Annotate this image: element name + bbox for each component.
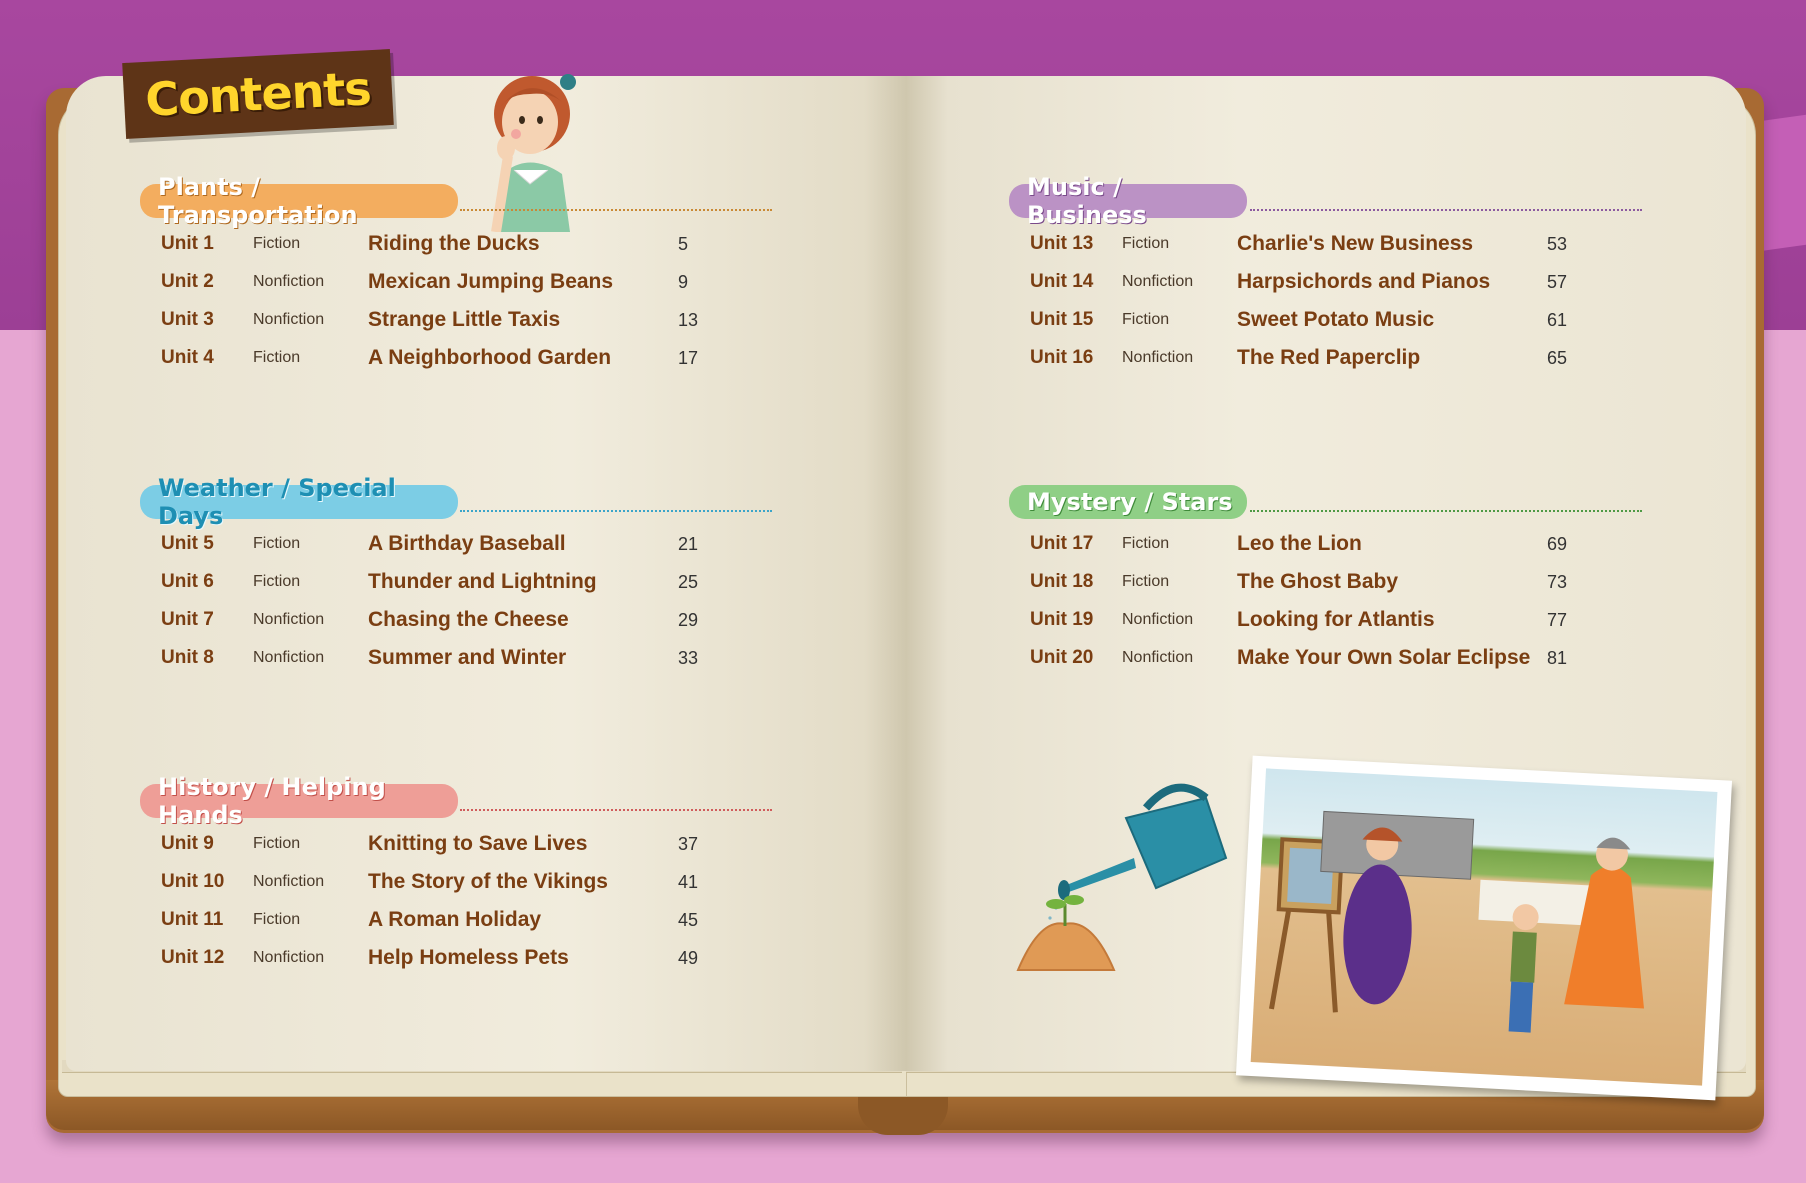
page-number: 41 (678, 871, 699, 892)
section-label: History / Helping Hands (158, 773, 386, 829)
list-item[interactable] (161, 564, 761, 600)
section-label: Mystery / Stars (1027, 488, 1233, 516)
list-item[interactable] (1030, 302, 1630, 338)
unit-title[interactable]: Mexican Jumping Beans (368, 270, 614, 293)
unit-title[interactable]: Looking for Atlantis (1237, 608, 1435, 631)
list-item[interactable] (161, 264, 761, 300)
market-music-scene-illustration (1236, 756, 1732, 1101)
section-label: Music / Business (1027, 173, 1147, 229)
section-divider (460, 510, 772, 512)
section-header (140, 773, 458, 829)
unit-title[interactable]: Thunder and Lightning (368, 570, 597, 593)
page-number: 9 (678, 271, 689, 292)
unit-title[interactable]: Strange Little Taxis (368, 308, 561, 331)
page-number: 13 (678, 309, 699, 330)
unit-title[interactable]: Charlie's New Business (1237, 232, 1474, 255)
unit-number: Unit 6 (161, 571, 214, 592)
page-number: 65 (1547, 347, 1568, 368)
list-item[interactable] (1030, 526, 1630, 562)
unit-title[interactable]: Knitting to Save Lives (368, 832, 588, 855)
unit-title[interactable]: Help Homeless Pets (368, 946, 569, 969)
sprout-icon (1010, 888, 1120, 978)
unit-number: Unit 17 (1030, 533, 1094, 554)
unit-title[interactable]: Chasing the Cheese (368, 608, 569, 631)
page-number: 37 (678, 833, 699, 854)
list-item[interactable] (161, 526, 761, 562)
page-number: 57 (1547, 271, 1568, 292)
page-number: 61 (1547, 309, 1568, 330)
unit-genre: Fiction (253, 835, 301, 852)
unit-number: Unit 9 (161, 833, 214, 854)
unit-genre: Nonfiction (253, 873, 325, 890)
list-item[interactable] (161, 340, 761, 376)
unit-title[interactable]: Harpsichords and Pianos (1237, 270, 1491, 293)
unit-genre: Fiction (1122, 235, 1170, 252)
page-number: 21 (678, 533, 699, 554)
unit-number: Unit 13 (1030, 233, 1094, 254)
list-item[interactable] (1030, 226, 1630, 262)
unit-genre: Fiction (253, 235, 301, 252)
scene-figures (1251, 768, 1718, 1085)
unit-title[interactable]: A Neighborhood Garden (368, 346, 612, 369)
section-label: Plants / Transportation (158, 173, 358, 229)
unit-number: Unit 4 (161, 347, 214, 368)
unit-number: Unit 2 (161, 271, 214, 292)
unit-genre: Nonfiction (1122, 649, 1194, 666)
unit-number: Unit 5 (161, 533, 214, 554)
unit-genre: Fiction (1122, 535, 1170, 552)
unit-genre: Fiction (1122, 311, 1170, 328)
list-item[interactable] (161, 826, 761, 862)
page-number: 5 (678, 233, 689, 254)
page-number: 81 (1547, 647, 1568, 668)
unit-number: Unit 10 (161, 871, 225, 892)
unit-genre: Fiction (253, 349, 301, 366)
unit-number: Unit 12 (161, 947, 225, 968)
page-number: 17 (678, 347, 699, 368)
list-item[interactable] (1030, 640, 1630, 676)
page-number: 49 (678, 947, 699, 968)
unit-genre: Nonfiction (253, 273, 325, 290)
list-item[interactable] (161, 902, 761, 938)
section-header (140, 474, 458, 530)
section-divider (1250, 510, 1642, 512)
unit-title[interactable]: The Red Paperclip (1237, 346, 1421, 369)
girl-thinking-illustration (470, 52, 590, 232)
unit-number: Unit 20 (1030, 647, 1094, 668)
section-label: Weather / Special Days (158, 474, 396, 530)
unit-title[interactable]: The Story of the Vikings (368, 870, 608, 893)
section-divider (1250, 209, 1642, 211)
list-item[interactable] (1030, 340, 1630, 376)
list-item[interactable] (161, 602, 761, 638)
unit-number: Unit 11 (161, 909, 224, 930)
photo-scene (1251, 768, 1718, 1085)
page-number: 69 (1547, 533, 1568, 554)
unit-genre: Nonfiction (253, 649, 325, 666)
unit-title[interactable]: Summer and Winter (368, 646, 567, 669)
unit-title[interactable]: Riding the Ducks (368, 232, 540, 255)
unit-title[interactable]: Leo the Lion (1237, 532, 1362, 555)
list-item[interactable] (1030, 602, 1630, 638)
page-number: 77 (1547, 609, 1568, 630)
unit-number: Unit 1 (161, 233, 214, 254)
unit-genre: Fiction (253, 573, 301, 590)
page-title: Contents (144, 61, 372, 127)
section-header (1009, 485, 1247, 519)
unit-number: Unit 14 (1030, 271, 1094, 292)
unit-number: Unit 7 (161, 609, 214, 630)
page-number: 25 (678, 571, 699, 592)
section-header (140, 173, 458, 229)
unit-genre: Nonfiction (1122, 349, 1194, 366)
unit-genre: Fiction (253, 535, 301, 552)
unit-title[interactable]: Make Your Own Solar Eclipse (1237, 646, 1531, 669)
unit-genre: Nonfiction (253, 311, 325, 328)
unit-genre: Nonfiction (1122, 611, 1194, 628)
page-number: 45 (678, 909, 699, 930)
section-header (1009, 173, 1247, 229)
list-item[interactable] (161, 226, 761, 262)
unit-number: Unit 18 (1030, 571, 1094, 592)
unit-genre: Fiction (253, 911, 301, 928)
page-number: 33 (678, 647, 699, 668)
unit-number: Unit 8 (161, 647, 214, 668)
unit-genre: Nonfiction (253, 949, 325, 966)
page-number: 29 (678, 609, 699, 630)
unit-title[interactable]: Sweet Potato Music (1237, 308, 1435, 331)
page-number: 73 (1547, 571, 1568, 592)
list-item[interactable] (161, 940, 761, 976)
section-divider (460, 809, 772, 811)
unit-number: Unit 3 (161, 309, 214, 330)
unit-genre: Fiction (1122, 573, 1170, 590)
unit-number: Unit 16 (1030, 347, 1094, 368)
contents-banner (122, 49, 394, 139)
list-item[interactable] (161, 864, 761, 900)
list-item[interactable] (1030, 264, 1630, 300)
unit-number: Unit 19 (1030, 609, 1094, 630)
section-divider (460, 209, 772, 211)
unit-genre: Nonfiction (253, 611, 325, 628)
unit-number: Unit 15 (1030, 309, 1094, 330)
list-item[interactable] (161, 640, 761, 676)
unit-title[interactable]: A Birthday Baseball (368, 532, 566, 555)
list-item[interactable] (161, 302, 761, 338)
unit-genre: Nonfiction (1122, 273, 1194, 290)
list-item[interactable] (1030, 564, 1630, 600)
unit-title[interactable]: A Roman Holiday (368, 908, 542, 931)
page-number: 53 (1547, 233, 1568, 254)
unit-title[interactable]: The Ghost Baby (1237, 570, 1399, 593)
